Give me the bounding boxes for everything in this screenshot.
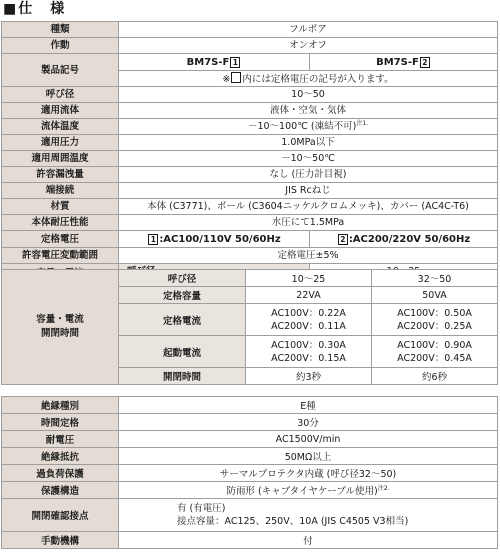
start-current-200v: AC200V：0.45A <box>397 352 472 364</box>
footnote-ref: 注2. <box>377 485 390 492</box>
spec-value: 液体・空気・気体 <box>119 103 498 119</box>
section-heading: ■仕 様 <box>3 1 67 17</box>
model-code-1 <box>119 54 310 71</box>
rated-voltage-1 <box>119 231 310 248</box>
size-value-small: 10～25 <box>246 270 372 287</box>
spec-label: 適用流体 <box>2 103 119 119</box>
spec-row-insulation-resistance <box>2 448 498 465</box>
spec-row-insulation-class <box>2 397 498 414</box>
spec-row-material <box>2 199 498 215</box>
spec-row-nominal-size <box>2 87 498 103</box>
rated-current-small <box>246 304 372 336</box>
size-label: 呼び径 <box>119 270 246 287</box>
start-current-small <box>246 336 372 368</box>
spec-row-manual <box>2 532 498 549</box>
rated-capacity-large: 50VA <box>372 287 498 304</box>
spec-label: 許容電圧変動範囲 <box>2 248 119 264</box>
spec-row-connection <box>2 183 498 199</box>
spec-label: 製品記号 <box>2 54 119 87</box>
switch-time-label: 開閉時間 <box>119 368 246 385</box>
spec-value: 定格電圧±5% <box>119 248 498 264</box>
spec-value: －10～50℃ <box>119 151 498 167</box>
switch-line1: 有 (有電圧) <box>177 503 226 514</box>
rated-current-label: 定格電流 <box>119 304 246 336</box>
rated-current-100v: AC100V：0.22A <box>271 307 346 319</box>
spec-row-switch <box>2 499 498 532</box>
switch-time-small: 約3秒 <box>246 368 372 385</box>
capacity-table <box>1 269 498 385</box>
switch-time-large: 約6秒 <box>372 368 498 385</box>
spec-row-time-rating <box>2 414 498 431</box>
model-code-2 <box>310 54 498 71</box>
rated-current-large <box>372 304 498 336</box>
note-mark: ※ <box>222 73 231 85</box>
spec-value <box>119 119 498 135</box>
spec-label: 適用圧力 <box>2 135 119 151</box>
spec-value: 付 <box>119 532 498 549</box>
spec-table-lower <box>1 396 498 549</box>
spec-label: 端接続 <box>2 183 119 199</box>
spec-label: 手動機構 <box>2 532 119 549</box>
spec-label: 種類 <box>2 22 119 38</box>
rated-current-200v: AC200V：0.11A <box>271 320 346 332</box>
empty-box-symbol <box>231 72 241 83</box>
spec-row-voltage-range <box>2 248 498 264</box>
spec-label: 時間定格 <box>2 414 119 431</box>
spec-label: 開閉確認接点 <box>2 499 119 532</box>
spec-row-protection <box>2 482 498 499</box>
spec-label: 材質 <box>2 199 119 215</box>
spec-value: 本体 (C3771)、ボール (C3604ニッケルクロムメッキ)、カバー (AC4C-T6) <box>119 199 498 215</box>
spec-label: 許容漏洩量 <box>2 167 119 183</box>
spec-label: 保護構造 <box>2 482 119 499</box>
spec-label: 過負荷保護 <box>2 465 119 482</box>
product-code-note <box>119 71 498 87</box>
spec-value: 30分 <box>119 414 498 431</box>
rated-voltage-2 <box>310 231 498 248</box>
note-text: 内には定格電圧の記号が入ります。 <box>242 73 394 85</box>
spec-value: フルボア <box>119 22 498 38</box>
spec-row-fluid-temp <box>2 119 498 135</box>
voltage-symbol-box: 1 <box>230 57 240 68</box>
rated-capacity-label: 定格容量 <box>119 287 246 304</box>
spec-row-type <box>2 22 498 38</box>
rated-voltage-value: :AC200/220V 50/60Hz <box>348 233 471 245</box>
spec-value: サーマルプロテクタ内蔵 (呼び径32～50) <box>119 465 498 482</box>
spec-label: 流体温度 <box>2 119 119 135</box>
capacity-label-line2: 開閉時間 <box>40 328 79 339</box>
spec-row-rated-voltage <box>2 231 498 248</box>
spec-value: 50MΩ以上 <box>119 448 498 465</box>
spec-value: オンオフ <box>119 38 498 54</box>
protection-value: 防雨形 (キャブタイヤケーブル使用) <box>226 486 378 497</box>
spec-value: 1.0MPa以下 <box>119 135 498 151</box>
model-prefix: BM7S-F <box>376 56 419 68</box>
voltage-symbol-box: 2 <box>338 234 348 245</box>
spec-value: AC1500V/min <box>119 431 498 448</box>
start-current-100v: AC100V：0.30A <box>271 339 346 351</box>
spec-row-withstand-voltage <box>2 431 498 448</box>
voltage-symbol-box: 1 <box>148 234 158 245</box>
model-prefix: BM7S-F <box>186 56 230 68</box>
voltage-symbol-box: 2 <box>420 57 430 68</box>
rated-capacity-small: 22VA <box>246 287 372 304</box>
spec-value <box>119 482 498 499</box>
spec-label: 作動 <box>2 38 119 54</box>
switch-line2: 接点容量：AC125、250V、10A (JIS C4505 V3相当) <box>177 516 409 527</box>
footnote-ref: 注1. <box>356 120 369 127</box>
rated-current-100v: AC100V：0.50A <box>397 307 472 319</box>
fluid-temp-value: －10～100℃ (凍結不可) <box>247 121 357 132</box>
spec-label: 絶縁種別 <box>2 397 119 414</box>
spec-value: 水圧にて1.5MPa <box>119 215 498 231</box>
rated-current-200v: AC200V：0.25A <box>397 320 472 332</box>
spec-table <box>1 21 498 296</box>
spec-row-operation <box>2 38 498 54</box>
capacity-label <box>2 270 119 385</box>
capacity-label-line1: 容量・電流 <box>36 314 84 325</box>
spec-row-pressure <box>2 135 498 151</box>
spec-label: 呼び径 <box>2 87 119 103</box>
spec-label: 定格電圧 <box>2 231 119 248</box>
spec-value: 10～50 <box>119 87 498 103</box>
cropped-footnote <box>3 548 497 555</box>
spec-value <box>119 499 498 532</box>
start-current-label: 起動電流 <box>119 336 246 368</box>
spec-value: なし (圧力計目視) <box>119 167 498 183</box>
rated-voltage-value: :AC100/110V 50/60Hz <box>159 233 281 245</box>
spec-row-leakage <box>2 167 498 183</box>
start-current-200v: AC200V：0.15A <box>271 352 346 364</box>
spec-label: 本体耐圧性能 <box>2 215 119 231</box>
spec-value: JIS Rcねじ <box>119 183 498 199</box>
spec-row-product-code <box>2 54 498 71</box>
start-current-100v: AC100V：0.90A <box>397 339 472 351</box>
spec-value: E種 <box>119 397 498 414</box>
spec-row-ambient-temp <box>2 151 498 167</box>
spec-row-body-pressure <box>2 215 498 231</box>
spec-label: 適用周囲温度 <box>2 151 119 167</box>
spec-row-fluid <box>2 103 498 119</box>
spec-label: 絶縁抵抗 <box>2 448 119 465</box>
spec-label: 耐電圧 <box>2 431 119 448</box>
size-value-large: 32～50 <box>372 270 498 287</box>
spec-row-overload <box>2 465 498 482</box>
start-current-large <box>372 336 498 368</box>
